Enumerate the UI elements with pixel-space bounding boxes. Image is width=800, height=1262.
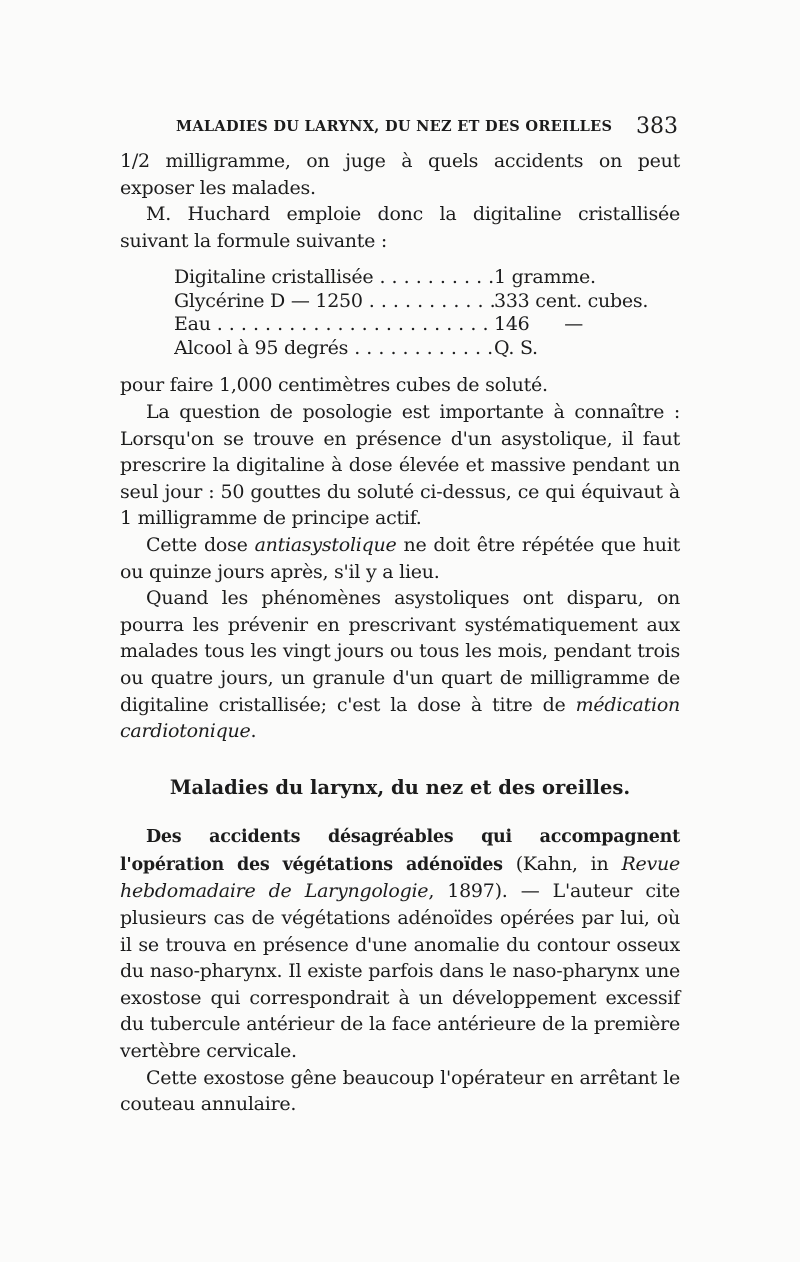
p5-text-before: Cette dose [146, 533, 255, 556]
running-title: MALADIES DU LARYNX, DU NEZ ET DES OREILLES [176, 118, 613, 135]
formula-ingredient: Alcool à 95 degrés . . . [174, 337, 494, 361]
formula-quantity: Q. S. [494, 336, 538, 359]
formula-ingredient: Digitaline cristallisée . . . [174, 266, 494, 290]
formula-row [174, 266, 654, 290]
p5-text-after: ne doit être répétée que huit ou quinze jours après, s'il y a lieu. [120, 533, 680, 583]
paragraph-1: 1/2 milligramme, on juge à quels accidents on peut exposer les malades. [120, 150, 680, 199]
p5-emphasis: antiasystolique [254, 533, 397, 556]
paragraph-3: pour faire 1,000 centimètres cubes de soluté. [120, 374, 548, 397]
paragraph-6 [120, 585, 680, 745]
formula-quantity: 333 cent. cubes. [494, 289, 649, 312]
running-header [176, 114, 678, 142]
formula-quantity: 146 — [494, 313, 584, 336]
formula-row [174, 313, 654, 337]
page-number: 383 [636, 114, 678, 139]
formula-row [174, 290, 654, 314]
abstract-heading: Des accidents désagréables qui accompagnent l'opération des végétations adénoïdes [120, 827, 680, 875]
citation-journal: Revue hebdomadaire de Laryngologie [120, 852, 680, 903]
paragraph-4: La question de posologie est importante à connaître : Lorsqu'on se trouve en présence d'un asystolique, il faut prescrire la digitaline à dose élevée et massive pendant un seul jour : 50 gouttes du soluté ci-dessus, ce qui équivaut à 1 milligramme de principe actif. [120, 400, 680, 530]
last-paragraph: Cette exostose gêne beaucoup l'opérateur en arrêtant le couteau annulaire. [120, 1066, 680, 1116]
formula-quantity: 1 gramme. [494, 266, 596, 289]
formula-ingredient: Glycérine D — 1250 . . . [174, 290, 494, 314]
p6-text-after: . [250, 720, 257, 743]
abstract-paragraph [120, 823, 680, 1064]
formula-table [174, 266, 654, 360]
paragraph-5 [120, 532, 680, 585]
page-body [120, 148, 680, 1118]
formula-row [174, 337, 654, 361]
section-title: Maladies du larynx, du nez et des oreilles. [169, 775, 631, 799]
p6-text-before: Quand les phénomènes asystoliques ont disparu, on pourra les prévenir en prescrivant systématiquement aux malades tous les vingt jours ou tous les mois, pendant trois ou quatre jours, un granule d'un quart de milligramme de digitaline cristallisée; c'est la dose à titre de [120, 587, 680, 716]
citation-before: (Kahn, in [502, 852, 622, 875]
formula-ingredient: Eau . . . [174, 313, 494, 337]
paragraph-2: M. Huchard emploie donc la digitaline cristallisée suivant la formule suivante : [120, 203, 680, 252]
citation-after: , 1897). — L'auteur cite plusieurs cas de végétations adénoïdes opérées par lui, où il se trouva en présence d'une anomalie du contour osseux du naso-pharynx. Il existe parfois dans le naso-pharynx une exostose qui correspondrait à un développement excessif du tubercule antérieur de la face antérieure de la première vertèbre cervicale. [120, 880, 680, 1063]
p6-emphasis: médication cardiotonique [120, 693, 680, 743]
